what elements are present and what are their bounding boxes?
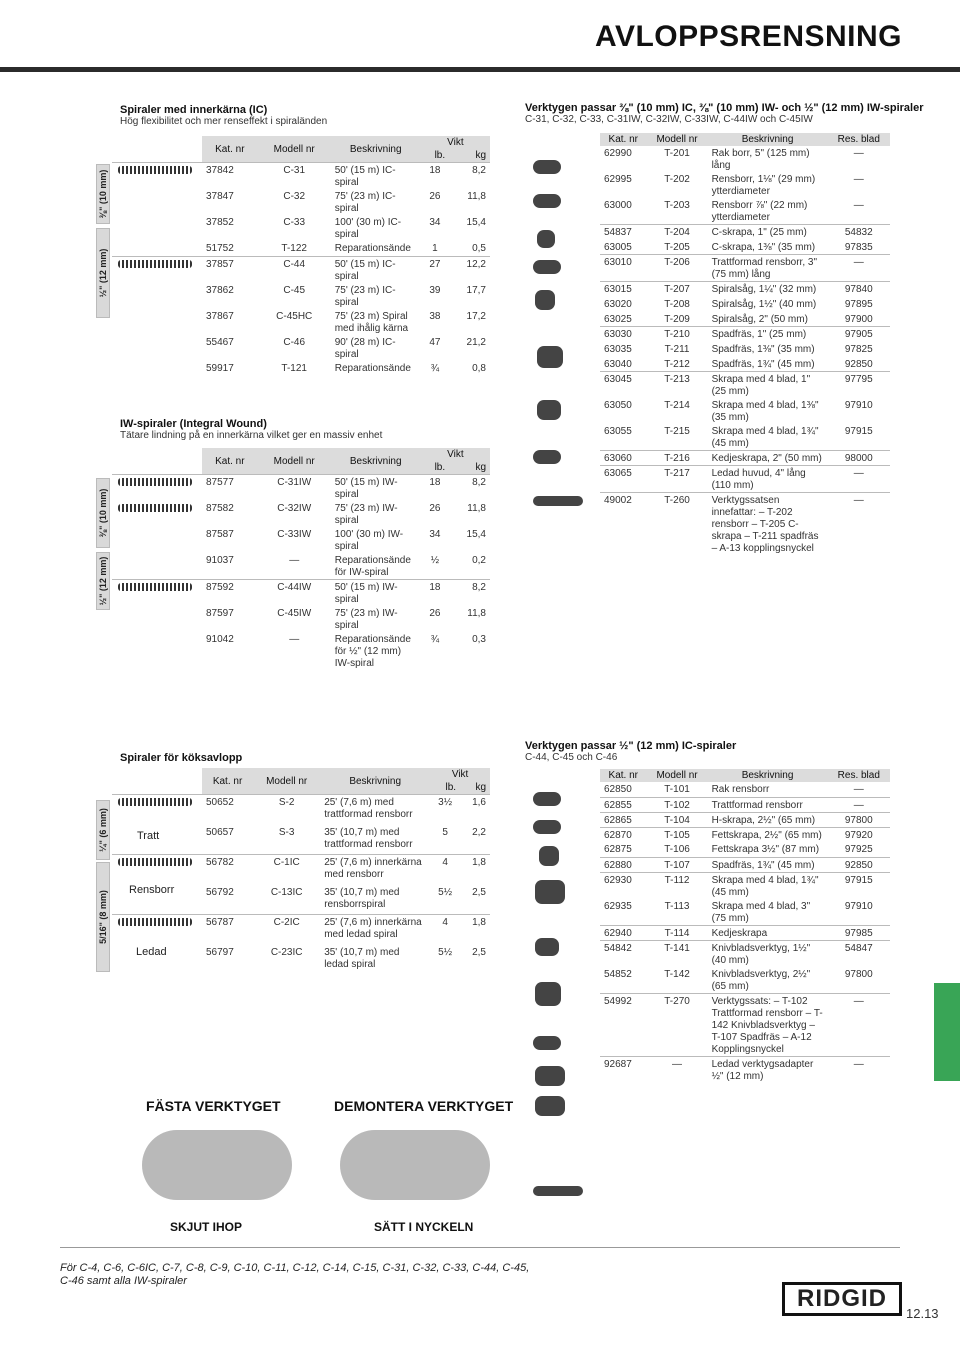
table-row: 49002 T-260 Verktygssatsen innefattar: – T-202 rensborr – T-205 C-skrapa – T-211 spadfräs – A-13 kopplingsnyckel — xyxy=(600,493,890,556)
h-cutter-icon xyxy=(539,846,559,866)
size-tab-8mm: 5/16" (8 mm) xyxy=(96,862,110,972)
col-kg: kg xyxy=(449,461,490,475)
section-title: Spiraler med innerkärna (IC) xyxy=(120,104,268,116)
page-title: AVLOPPSRENSNING xyxy=(595,20,902,53)
spiral-image xyxy=(118,478,192,486)
col-kat: Kat. nr xyxy=(600,769,647,782)
grease-cutter-icon xyxy=(535,880,565,904)
section-subtitle: C-31, C-32, C-33, C-31IW, C-32IW, C-33IW, C-44IW och C-45IW xyxy=(525,114,813,125)
table-row: 63025 T-209 Spiralsåg, 2" (50 mm) 97900 xyxy=(604,313,873,325)
table-row: 55467 C-46 90' (28 m) IC-spiral 47 21,2 xyxy=(206,336,486,360)
tools-12mm-table xyxy=(600,769,890,1083)
table-row: 92687 — Ledad verktygsadapter ½" (12 mm) — xyxy=(600,1056,890,1083)
kitchen-spirals-section xyxy=(120,752,242,764)
col-beskr: Beskrivning xyxy=(708,769,828,782)
table-row: 87592 C-44IW 50' (15 m) IW-spiral 18 8,2 xyxy=(112,580,490,607)
table-row: 63015 T-207 Spiralsåg, 1¼" (32 mm) 97840 xyxy=(600,282,890,297)
ridgid-logo: RIDGID xyxy=(782,1282,902,1316)
table-row: 63065 T-217 Ledad huvud, 4" lång (110 mm) — xyxy=(600,466,890,493)
table-row: 37857 C-44 50' (15 m) IC-spiral 27 12,2 xyxy=(112,256,490,283)
table-row: 63055 T-215 Skrapa med 4 blad, 1¾" (45 mm) 97915 xyxy=(604,426,873,449)
table-row: 62855 T-102 Trattformad rensborr — xyxy=(600,797,890,812)
kitchen-spirals-table xyxy=(112,768,490,975)
iw-spirals-table xyxy=(112,448,490,670)
table-row: 63030 T-210 Spadfräs, 1" (25 mm) 97905 xyxy=(600,327,890,342)
col-kg: kg xyxy=(449,149,490,163)
spiral-image xyxy=(118,798,192,806)
hands-detach-illustration xyxy=(340,1130,490,1200)
table-row: 63010 T-206 Trattformad rensborr, 3" (75 mm) lång — xyxy=(600,255,890,282)
table-row: 63050 T-214 Skrapa med 4 blad, 1⅜" (35 mm) 97910 xyxy=(604,400,873,423)
table-row: 62935 T-113 Skrapa med 4 blad, 3" (75 mm) 97910 xyxy=(604,900,873,924)
drill-icon xyxy=(533,160,561,174)
spiral-image xyxy=(118,504,192,512)
size-tab-10mm: ⅜" (10 mm) xyxy=(96,164,110,224)
table-row: 62865 T-104 H-skrapa, 2½" (65 mm) 97800 xyxy=(600,812,890,827)
col-kat: Kat. nr xyxy=(600,133,647,146)
col-modell: Modell nr xyxy=(647,769,708,782)
col-kg: kg xyxy=(460,781,490,795)
table-row: 56797 C-23IC 35' (10,7 m) med ledad spiral 5½ 2,5 xyxy=(206,946,486,970)
table-row: 37847 C-32 75' (23 m) IC-spiral 26 11,8 xyxy=(206,191,486,214)
table-row: 87577 C-31IW 50' (15 m) IW-spiral 18 8,2 xyxy=(112,475,490,502)
spiral-image xyxy=(118,260,192,268)
table-row: 62930 T-112 Skrapa med 4 blad, 1¾" (45 mm) 97915 xyxy=(600,872,890,899)
spade-cutter-icon xyxy=(537,346,563,368)
section-title: IW-spiraler (Integral Wound) xyxy=(120,418,267,430)
table-row: 62850 T-101 Rak rensborr — xyxy=(604,784,864,795)
funnel-auger-icon xyxy=(533,260,561,274)
chain-cutter-icon xyxy=(533,1036,561,1050)
knife-blade-icon xyxy=(535,1096,565,1116)
size-tab-6mm: ¼" (6 mm) xyxy=(96,800,110,860)
table-row: 37867 C-45HC 75' (23 m) Spiral med ihålig kärna 38 17,2 xyxy=(206,310,486,334)
section-subtitle: Hög flexibilitet och mer renseffekt i spiraländen xyxy=(120,116,328,127)
table-row: 63045 T-213 Skrapa med 4 blad, 1" (25 mm) 97795 xyxy=(600,372,890,399)
footer-divider xyxy=(60,1247,900,1248)
label-tratt: Tratt xyxy=(137,830,160,842)
table-row: 56787 C-2IC 25' (7,6 m) innerkärna med ledad spiral 4 1,8 xyxy=(112,915,490,945)
iw-spirals-section xyxy=(120,418,382,442)
col-beskr: Beskrivning xyxy=(331,448,421,475)
col-beskr: Beskrivning xyxy=(708,133,828,146)
table-row: 54852 T-142 Knivbladsverktyg, 2½" (65 mm) 97800 xyxy=(604,968,873,992)
col-lb: lb. xyxy=(430,781,460,795)
footer-note: För C-4, C-6, C-6IC, C-7, C-8, C-9, C-10, C-11, C-12, C-14, C-15, C-31, C-32, C-33, C-44, C-45, C-46 samt alla IW-spiraler xyxy=(60,1262,530,1287)
straight-auger-icon xyxy=(533,792,561,806)
label-rensborr: Rensborr xyxy=(129,884,175,896)
hands-attach-illustration xyxy=(142,1130,292,1200)
chapter-tab xyxy=(934,983,960,1081)
page-number: 12.13 xyxy=(906,1306,939,1321)
col-vikt: Vikt xyxy=(421,136,490,149)
spiral-image xyxy=(118,918,192,926)
size-tab-12mm: ½" (12 mm) xyxy=(96,228,110,318)
col-kat: Kat. nr xyxy=(202,768,253,795)
table-row: 63035 T-211 Spadfräs, 1⅜" (35 mm) 97825 xyxy=(604,343,873,355)
insert-key-caption: SÄTT I NYCKELN xyxy=(374,1220,474,1234)
table-row: 50652 S-2 25' (7,6 m) med trattformad rensborr 3½ 1,6 xyxy=(112,795,490,825)
table-row: 59917 T-121 Reparationsände ¾ 0,8 xyxy=(206,362,486,374)
table-row: 37842 C-31 50' (15 m) IC-spiral 18 8,2 xyxy=(112,163,490,190)
table-row: 54842 T-141 Knivbladsverktyg, 1½" (40 mm) 54847 xyxy=(600,940,890,967)
table-row: 62995 T-202 Rensborr, 1⅛" (29 mm) ytterdiameter — xyxy=(604,174,864,197)
table-row: 91042 — Reparationsände för ½" (12 mm) IW-spiral ¾ 0,3 xyxy=(206,634,486,669)
attach-tool-heading: FÄSTA VERKTYGET xyxy=(146,1098,281,1114)
col-beskr: Beskrivning xyxy=(331,136,421,163)
col-beskr: Beskrivning xyxy=(320,768,430,795)
col-res: Res. blad xyxy=(828,769,890,782)
spiral-image xyxy=(118,166,192,174)
page-header xyxy=(0,0,960,72)
chain-cutter-icon xyxy=(533,450,561,464)
spiral-image xyxy=(118,583,192,591)
section-title: Verktygen passar ½" (12 mm) IC-spiraler xyxy=(525,740,737,752)
table-row: 54837 T-204 C-skrapa, 1" (25 mm) 54832 xyxy=(600,225,890,240)
col-modell: Modell nr xyxy=(647,133,708,146)
table-row: 50657 S-3 35' (10,7 m) med trattformad rensborr 5 2,2 xyxy=(206,826,486,850)
c-cutter-icon xyxy=(537,230,555,248)
tool-images-column xyxy=(525,150,595,590)
table-row: 51752 T-122 Reparationsände 1 0,5 xyxy=(206,243,486,254)
section-subtitle: C-44, C-45 och C-46 xyxy=(525,752,618,763)
size-tab-10mm: ⅜" (10 mm) xyxy=(96,478,110,548)
section-title: Spiraler för köksavlopp xyxy=(120,752,243,764)
table-row: 56782 C-1IC 25' (7,6 m) innerkärna med rensborr 4 1,8 xyxy=(112,855,490,885)
table-row: 37862 C-45 75' (23 m) IC-spiral 39 17,7 xyxy=(206,284,486,308)
table-row: 87587 C-33IW 100' (30 m) IW-spiral 34 15,4 xyxy=(206,529,486,552)
ic-spirals-table xyxy=(112,136,490,376)
table-row: 87582 C-32IW 75' (23 m) IW-spiral 26 11,8 xyxy=(112,501,490,527)
table-row: 63060 T-216 Kedjeskrapa, 2" (50 mm) 98000 xyxy=(600,451,890,466)
tools-10mm-section xyxy=(525,102,925,126)
table-row: 63040 T-212 Spadfräs, 1¾" (45 mm) 92850 xyxy=(604,358,873,370)
table-row: 37852 C-33 100' (30 m) IC-spiral 34 15,4 xyxy=(206,217,486,240)
col-res: Res. blad xyxy=(828,133,890,146)
table-row: 91037 — Reparationsände för IW-spiral ½ 0,2 xyxy=(206,555,486,578)
funnel-auger-icon xyxy=(533,820,561,834)
col-kat: Kat. nr xyxy=(202,136,258,163)
table-row: 62940 T-114 Kedjeskrapa 97985 xyxy=(600,925,890,940)
push-together-caption: SKJUT IHOP xyxy=(170,1220,243,1234)
table-row: 62870 T-105 Fettskrapa, 2½" (65 mm) 97920 xyxy=(600,827,890,842)
col-lb: lb. xyxy=(421,149,449,163)
table-row: 87597 C-45IW 75' (23 m) IW-spiral 26 11,8 xyxy=(206,608,486,631)
section-subtitle: Tätare lindning på en innerkärna vilket ger en massiv enhet xyxy=(120,430,383,441)
auger-icon xyxy=(533,194,561,208)
col-modell: Modell nr xyxy=(258,136,331,163)
tools-10mm-table xyxy=(600,133,890,555)
label-ledad: Ledad xyxy=(136,946,167,958)
section-title: Verktygen passar ⅜" (10 mm) IC, ⅜" (10 mm) IW- och ½" (12 mm) IW-spiraler xyxy=(525,102,924,114)
col-modell: Modell nr xyxy=(258,448,331,475)
saw-icon xyxy=(535,290,555,310)
flexible-head-icon xyxy=(533,496,583,506)
flexible-adapter-icon xyxy=(533,1186,583,1196)
blade-cutter-icon xyxy=(535,982,561,1006)
tool-images-column xyxy=(525,786,595,1206)
spiral-image xyxy=(118,858,192,866)
table-row: 63005 T-205 C-skrapa, 1⅜" (35 mm) 97835 xyxy=(604,241,873,253)
table-row: 63000 T-203 Rensborr ⅞" (22 mm) ytterdiameter — xyxy=(604,200,864,223)
spade-cutter-icon xyxy=(535,938,559,956)
table-row: 62990 T-201 Rak borr, 5" (125 mm) lång — xyxy=(604,148,864,171)
size-tab-12mm: ½" (12 mm) xyxy=(96,552,110,610)
table-row: 62880 T-107 Spadfräs, 1¾" (45 mm) 92850 xyxy=(600,857,890,872)
table-row: 62875 T-106 Fettskrapa 3½" (87 mm) 97925 xyxy=(604,844,873,855)
table-row: 63020 T-208 Spiralsåg, 1½" (40 mm) 97895 xyxy=(604,298,873,310)
detach-tool-heading: DEMONTERA VERKTYGET xyxy=(334,1098,514,1114)
col-lb: lb. xyxy=(421,461,449,475)
col-vikt: Vikt xyxy=(430,768,490,781)
col-kat: Kat. nr xyxy=(202,448,258,475)
table-row: 56792 C-13IC 35' (10,7 m) med rensborrspiral 5½ 2,5 xyxy=(206,886,486,910)
ic-spirals-section xyxy=(120,104,327,128)
col-vikt: Vikt xyxy=(421,448,490,461)
blade-cutter-icon xyxy=(537,400,561,420)
col-modell: Modell nr xyxy=(253,768,320,795)
table-row: 54992 T-270 Verktygssats: – T-102 Trattformad rensborr – T-142 Knivbladsverktyg – T-107 Spadfräs – A-12 Kopplingsnyckel — xyxy=(600,993,890,1056)
knife-blade-icon xyxy=(535,1066,565,1086)
tools-12mm-section xyxy=(525,740,925,764)
